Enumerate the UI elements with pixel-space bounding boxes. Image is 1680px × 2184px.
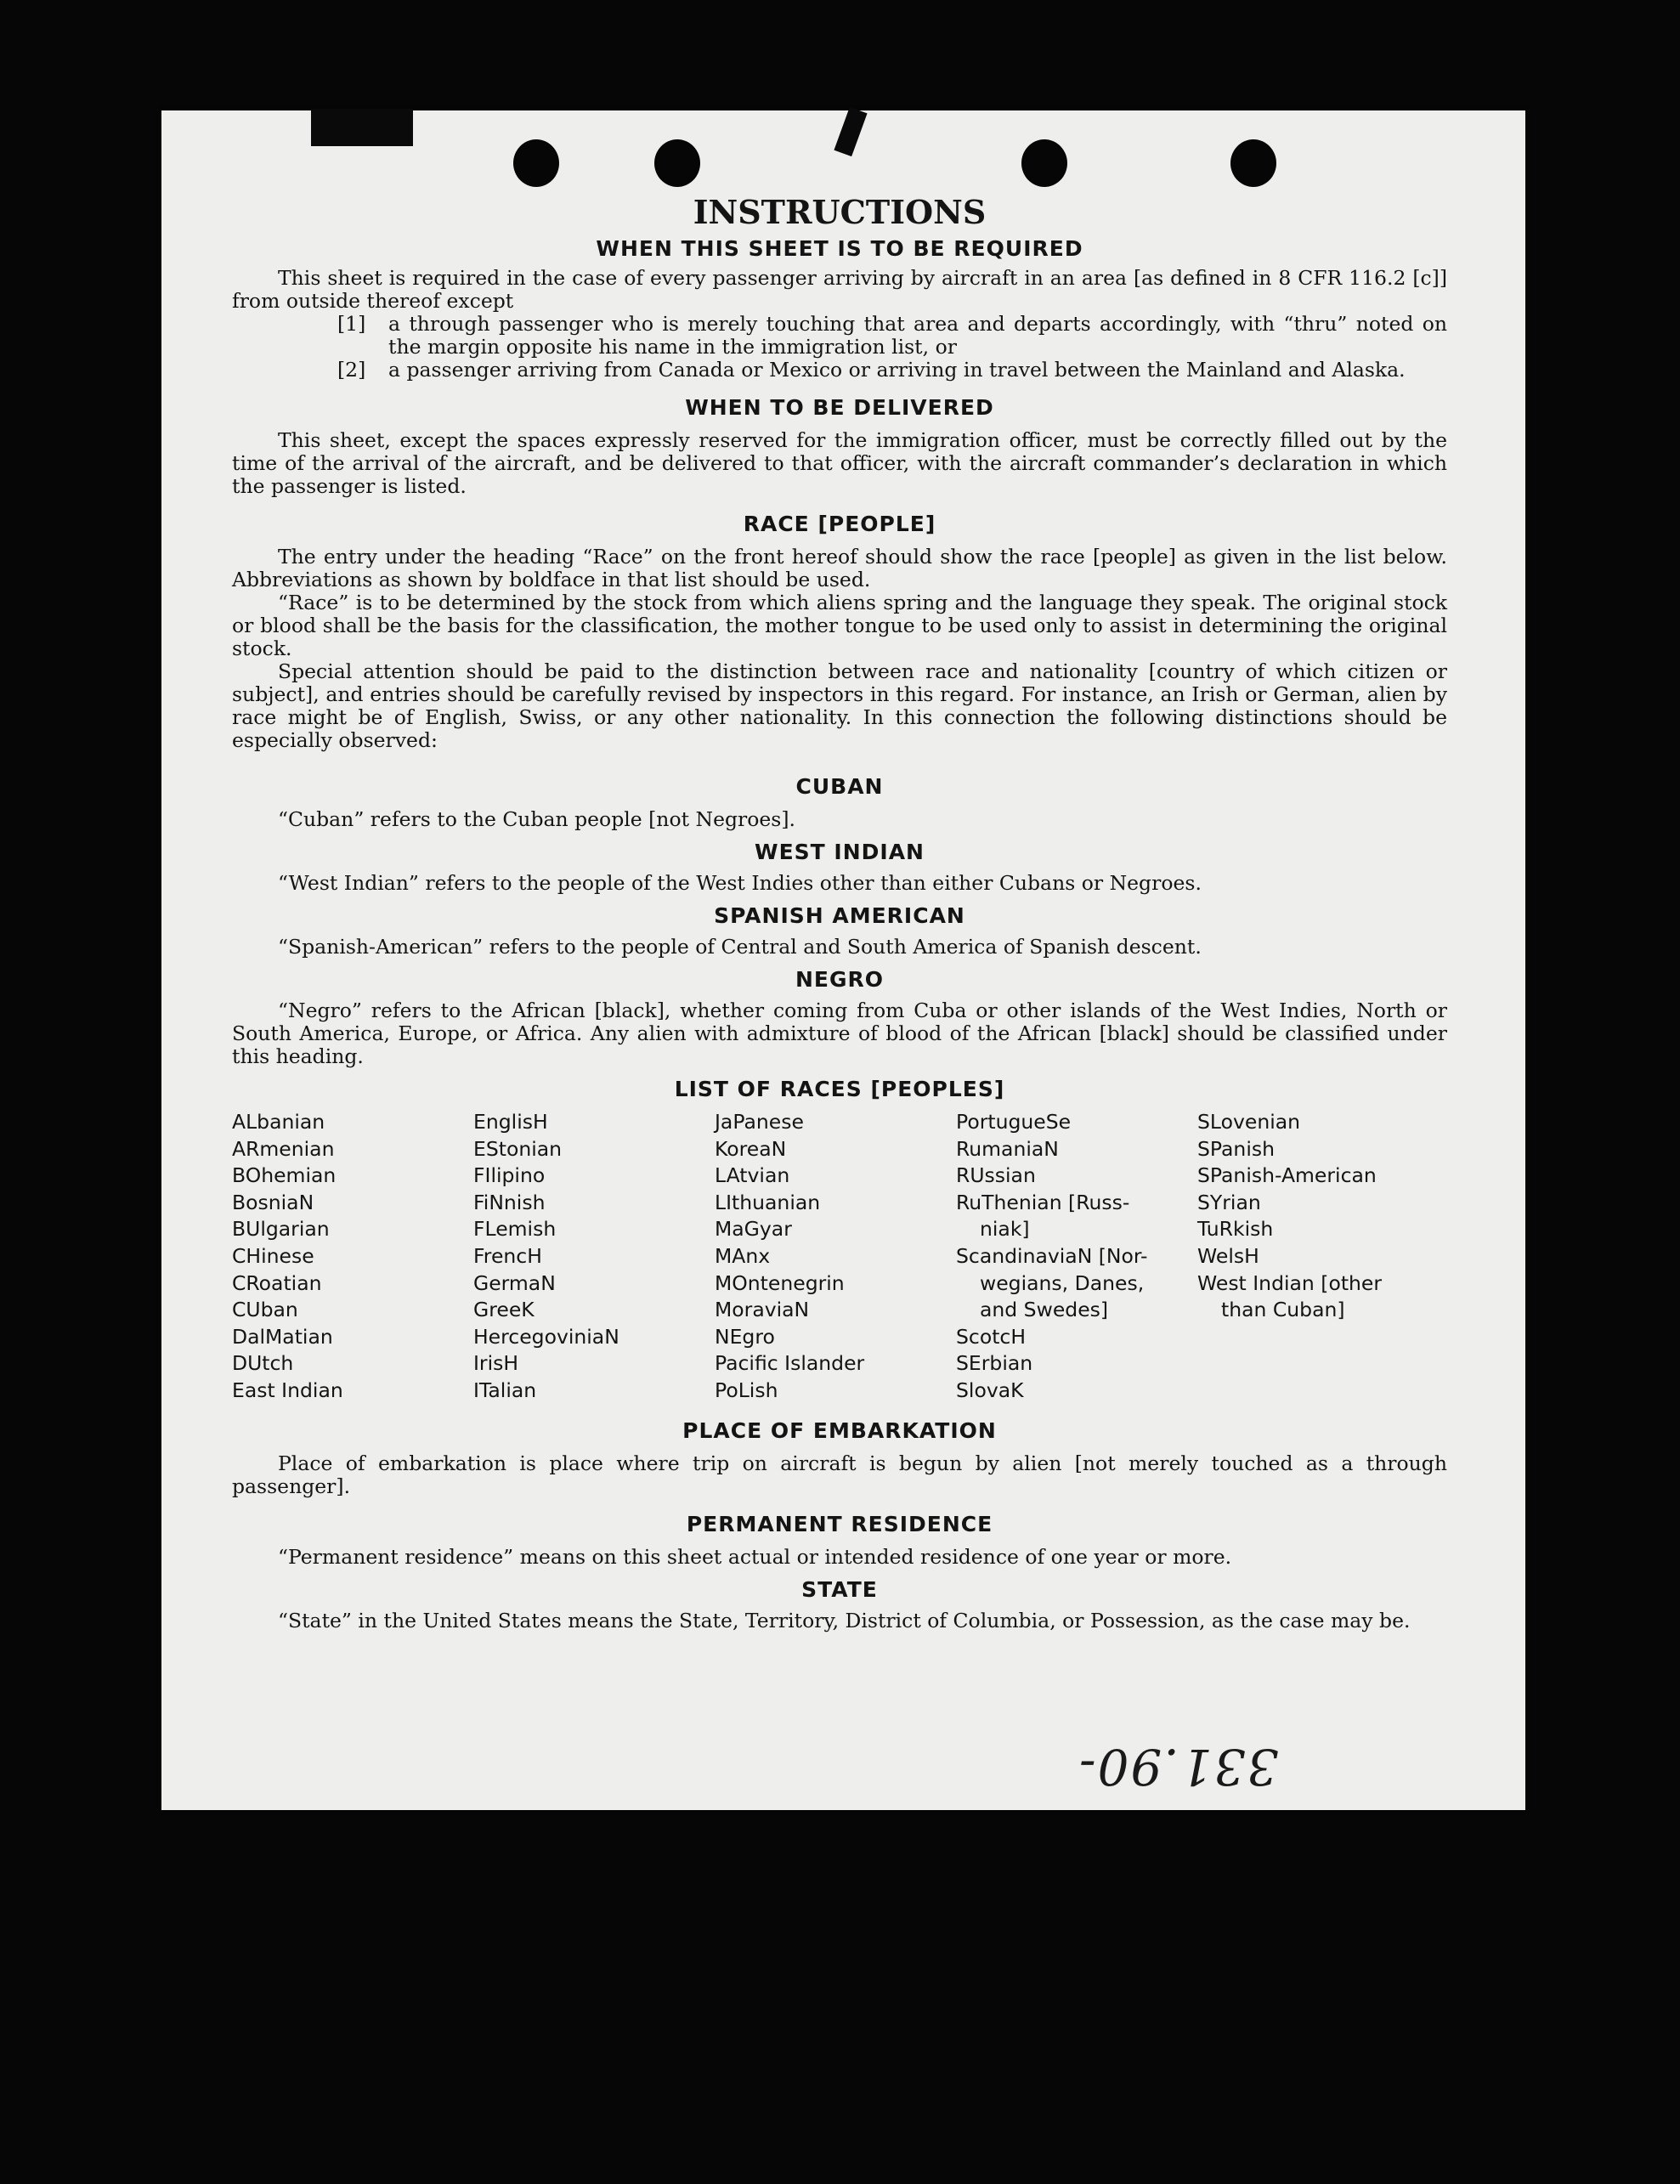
- race-item: CHinese: [232, 1243, 314, 1268]
- race-item: WelsH: [1197, 1243, 1259, 1268]
- race-item: ITalian: [473, 1378, 537, 1402]
- heading-state: STATE: [801, 1576, 878, 1602]
- race-item: East Indian: [232, 1378, 343, 1402]
- race-item-continuation: and Swedes]: [980, 1298, 1109, 1322]
- punch-hole-3: [1021, 139, 1067, 187]
- heading-race: RACE [PEOPLE]: [743, 512, 936, 536]
- punch-hole-4: [1230, 139, 1276, 187]
- races-column-3: [715, 1109, 956, 1405]
- race-item-continuation: than Cuban]: [1221, 1298, 1345, 1322]
- races-column-2: [473, 1109, 715, 1405]
- heading-residence: PERMANENT RESIDENCE: [686, 1511, 993, 1536]
- race-item: SPanish-American: [1197, 1163, 1377, 1188]
- race-item: MAnx: [715, 1243, 771, 1268]
- race-item: SLovenian: [1197, 1110, 1301, 1134]
- race-item: SPanish: [1197, 1136, 1275, 1161]
- race-item: LIthuanian: [715, 1190, 821, 1214]
- race-paragraph-2: “Race” is to be determined by the stock from which aliens spring and the language they speak. The original stock or blood shall be the basis for the classification, the mother tongue to be used only to assist in determining the original stock.: [232, 591, 1447, 660]
- races-list: [232, 1109, 1447, 1405]
- punch-hole-1: [513, 139, 559, 187]
- race-item: ScotcH: [956, 1324, 1027, 1349]
- race-paragraph-3: Special attention should be paid to the distinction between race and nationality [country of which citizen or subject], and entries should be carefully revised by inspectors in this regard. For instance, an Irish or German, alien by race might be of English, Swiss, or any other nationality. In this connection the following distinctions should be especially observed:: [232, 659, 1447, 752]
- race-paragraph-1: The entry under the heading “Race” on the front hereof should show the race [people] as given in the list below. Abbreviations as shown by boldface in that list should be used.: [232, 545, 1447, 591]
- race-item-continuation: wegians, Danes,: [980, 1270, 1145, 1295]
- race-item: SErbian: [956, 1351, 1033, 1376]
- races-column-1: [232, 1109, 473, 1405]
- punch-hole-2: [654, 139, 700, 187]
- race-item: DUtch: [232, 1351, 294, 1376]
- heading-west-indian: WEST INDIAN: [755, 840, 925, 864]
- heading-spanish-american: SPANISH AMERICAN: [714, 903, 965, 928]
- delivered-paragraph: This sheet, except the spaces expressly reserved for the immigration officer, must be correctly filled out by the time of the arrival of the aircraft, and be delivered to that officer, with the aircraft commander’s declaration in which the passenger is listed.: [232, 428, 1447, 498]
- torn-tab: [311, 109, 413, 146]
- race-item: West Indian [other: [1197, 1270, 1383, 1295]
- race-item: FLemish: [473, 1217, 557, 1242]
- race-item: Pacific Islander: [715, 1351, 865, 1376]
- required-intro: This sheet is required in the case of every passenger arriving by aircraft in an area [as defined in 8 CFR 116.2 [c]] from outside thereof except: [232, 266, 1447, 313]
- heading-negro: NEGRO: [795, 967, 885, 992]
- race-item: JaPanese: [715, 1110, 804, 1134]
- race-item: EStonian: [473, 1136, 563, 1161]
- race-item: CRoatian: [232, 1270, 322, 1295]
- handwritten-note: 331.90-: [1078, 1738, 1279, 1796]
- race-item: MOntenegrin: [715, 1270, 845, 1295]
- race-item: NEgro: [715, 1324, 775, 1349]
- residence-paragraph: “Permanent residence” means on this sheet actual or intended residence of one year or more.: [278, 1544, 1232, 1569]
- spanish-american-paragraph: “Spanish-American” refers to the people of Central and South America of Spanish descent.: [278, 935, 1202, 959]
- exception-number-1: [1]: [337, 312, 366, 336]
- race-item: GreeK: [473, 1298, 535, 1322]
- race-item: HercegoviniaN: [473, 1324, 619, 1349]
- heading-embarkation: PLACE OF EMBARKATION: [682, 1417, 997, 1443]
- race-item: GermaN: [473, 1270, 556, 1295]
- race-item: MaGyar: [715, 1217, 792, 1242]
- race-item: EnglisH: [473, 1110, 548, 1134]
- west-indian-paragraph: “West Indian” refers to the people of the West Indies other than either Cubans or Negroes.: [278, 871, 1202, 895]
- exception-item-2: [337, 359, 1447, 382]
- race-item: KoreaN: [715, 1136, 787, 1161]
- exception-text-1: a through passenger who is merely touching that area and departs accordingly, with “thru” noted on the margin opposite his name in the immigration list, or: [388, 312, 1447, 359]
- race-item: FIlipino: [473, 1163, 546, 1188]
- instructions-sheet: [232, 192, 1447, 1632]
- race-item: FrencH: [473, 1243, 542, 1268]
- heading-delivered: WHEN TO BE DELIVERED: [685, 395, 994, 420]
- races-column-5: [1197, 1109, 1439, 1405]
- race-item: FiNnish: [473, 1190, 546, 1214]
- heading-required: WHEN THIS SHEET IS TO BE REQUIRED: [596, 236, 1083, 261]
- race-item: BosniaN: [232, 1190, 314, 1214]
- races-column-4: [956, 1109, 1197, 1405]
- heading-cuban: CUBAN: [795, 774, 884, 799]
- race-item: RuThenian [Russ-: [956, 1190, 1130, 1214]
- embarkation-paragraph: Place of embarkation is place where trip on aircraft is begun by alien [not merely touched as a through passenger].: [232, 1451, 1447, 1498]
- race-item: SlovaK: [956, 1378, 1024, 1402]
- race-item: MoraviaN: [715, 1298, 810, 1322]
- race-item: LAtvian: [715, 1163, 790, 1188]
- race-item: ScandinaviaN [Nor-: [956, 1243, 1148, 1268]
- race-item: IrisH: [473, 1351, 519, 1376]
- race-item: BOhemian: [232, 1163, 337, 1188]
- exception-text-2: a passenger arriving from Canada or Mexico or arriving in travel between the Mainland and Alaska.: [388, 358, 1406, 382]
- race-item: SYrian: [1197, 1190, 1261, 1214]
- race-item: ARmenian: [232, 1136, 335, 1161]
- race-item: ALbanian: [232, 1110, 325, 1134]
- race-item: RumaniaN: [956, 1136, 1059, 1161]
- heading-list-of-races: LIST OF RACES [PEOPLES]: [674, 1077, 1005, 1101]
- negro-paragraph: “Negro” refers to the African [black], whether coming from Cuba or other islands of the West Indies, North or South America, Europe, or Africa. Any alien with admixture of blood of the African [black] should be classified under this heading.: [232, 999, 1447, 1068]
- state-paragraph: “State” in the United States means the State, Territory, District of Columbia, or Possession, as the case may be.: [278, 1608, 1411, 1632]
- race-item-continuation: niak]: [980, 1217, 1030, 1242]
- race-item: PoLish: [715, 1378, 778, 1402]
- race-item: TuRkish: [1197, 1217, 1274, 1242]
- race-item: BUlgarian: [232, 1217, 330, 1242]
- exception-item-1: [337, 313, 1447, 359]
- cuban-paragraph: “Cuban” refers to the Cuban people [not Negroes].: [278, 807, 796, 831]
- page-title: INSTRUCTIONS: [693, 193, 987, 231]
- race-item: DalMatian: [232, 1324, 333, 1349]
- exception-number-2: [2]: [337, 358, 366, 382]
- race-item: PortugueSe: [956, 1110, 1072, 1134]
- race-item: CUban: [232, 1298, 298, 1322]
- race-item: RUssian: [956, 1163, 1036, 1188]
